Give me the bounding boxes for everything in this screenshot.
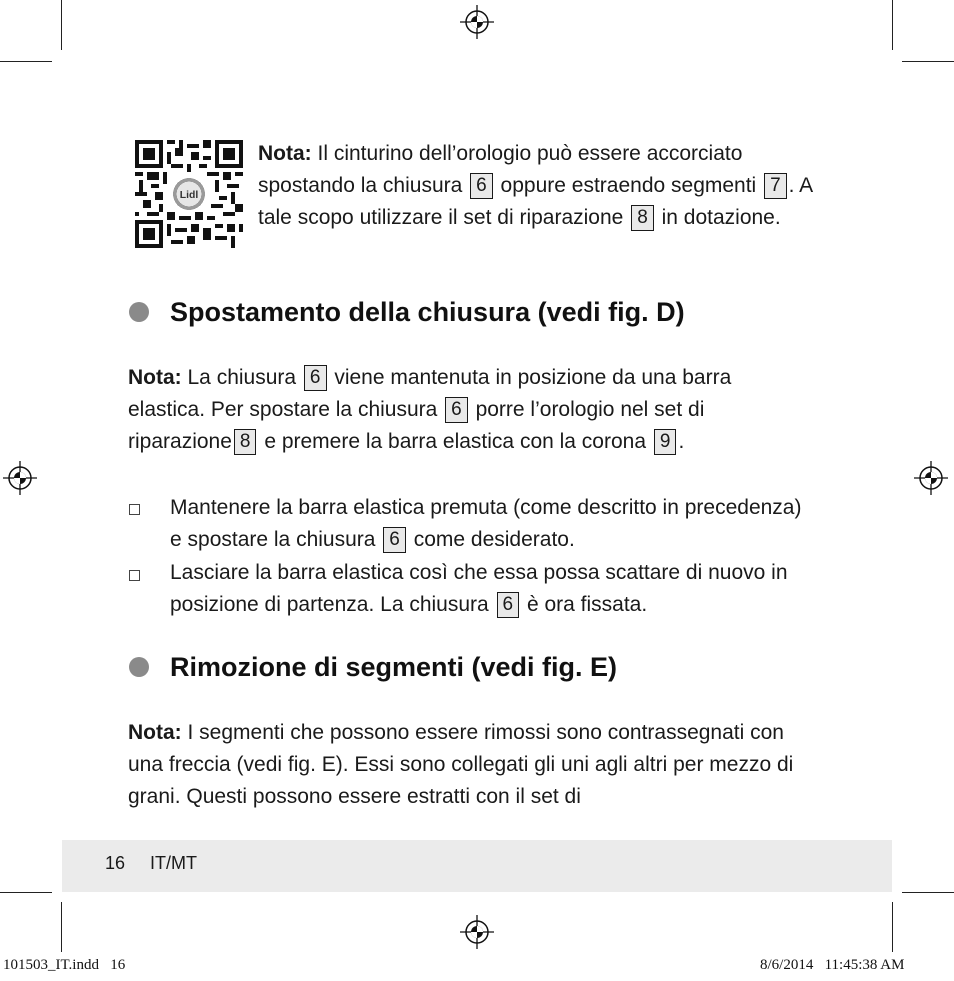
step-checkbox-icon [129, 570, 140, 581]
crop-mark-bottom-left [61, 902, 62, 952]
page-number: 16 [105, 853, 126, 873]
intro-text: in dotazione. [655, 206, 781, 229]
crop-mark-left-bottom [0, 892, 52, 893]
step-text: come desiderato. [407, 528, 575, 551]
crop-mark-top-left [61, 0, 62, 50]
section-heading-segments: Rimozione di segmenti (vedi fig. E) [170, 652, 618, 682]
ref-box: 6 [304, 365, 327, 391]
intro-note [258, 138, 818, 234]
registration-mark-icon [3, 461, 37, 495]
registration-mark-icon [460, 915, 494, 949]
bullet-dot-icon [129, 657, 149, 677]
step-text: è ora fissata. [521, 593, 648, 616]
slug-filename: 101503_IT.indd 16 [3, 957, 126, 973]
step-checkbox-icon [129, 504, 140, 515]
ref-box: 6 [383, 527, 406, 553]
registration-mark-icon [914, 461, 948, 495]
bullet-dot-icon [129, 302, 149, 322]
ref-box: 8 [234, 429, 257, 455]
slug-datetime: 8/6/2014 11:45:38 AM [760, 957, 905, 973]
ref-box: 6 [470, 173, 493, 199]
ref-box: 9 [654, 429, 677, 455]
ref-box: 6 [497, 592, 520, 618]
segments-note [128, 717, 808, 813]
clasp-text: viene mantenuta in posizione da una barra elastica. Per spostare la chiusura [128, 366, 732, 421]
step-item [170, 492, 815, 556]
registration-mark-icon [460, 5, 494, 39]
clasp-text: porre l’orologio nel set di riparazione [128, 398, 705, 453]
qr-code-icon [135, 140, 243, 248]
crop-mark-bottom-right [892, 902, 893, 952]
intro-text: . A tale scopo utilizzare il set di riparazione [258, 174, 812, 229]
step-item [170, 557, 815, 621]
segments-text: I segmenti che possono essere rimossi sono contrassegnati con una freccia (vedi fig. E). Essi sono collegati gli uni agli altri per mezzo di grani. Questi possono essere estratti con il set di [128, 721, 794, 808]
note-label: Nota: [128, 366, 182, 389]
step-text: Lasciare la barra elastica così che essa possa scattare di nuovo in posizione di partenza. La chiusura [170, 561, 788, 616]
qr-logo-text: Lidl [179, 190, 199, 201]
step-text: Mantenere la barra elastica premuta (come descritto in precedenza) e spostare la chiusura [170, 496, 802, 551]
clasp-text: . [678, 430, 685, 453]
intro-text: Il cinturino dell’orologio può essere accorciato spostando la chiusura [258, 142, 743, 197]
ref-box: 6 [445, 397, 468, 423]
clasp-text: e premere la barra elastica con la corona [258, 430, 652, 453]
clasp-text: La chiusura [181, 366, 302, 389]
crop-mark-top-right [892, 0, 893, 50]
note-label: Nota: [128, 721, 182, 744]
intro-text: oppure estraendo segmenti [494, 174, 763, 197]
section-heading-clasp: Spostamento della chiusura (vedi fig. D) [170, 297, 685, 327]
ref-box: 8 [631, 205, 654, 231]
crop-mark-right-top [902, 61, 954, 62]
language-code: IT/MT [150, 853, 197, 873]
crop-mark-left-top [0, 61, 52, 62]
crop-mark-right-bottom [902, 892, 954, 893]
ref-box: 7 [764, 173, 787, 199]
note-label: Nota: [258, 142, 312, 165]
clasp-note [128, 362, 808, 458]
